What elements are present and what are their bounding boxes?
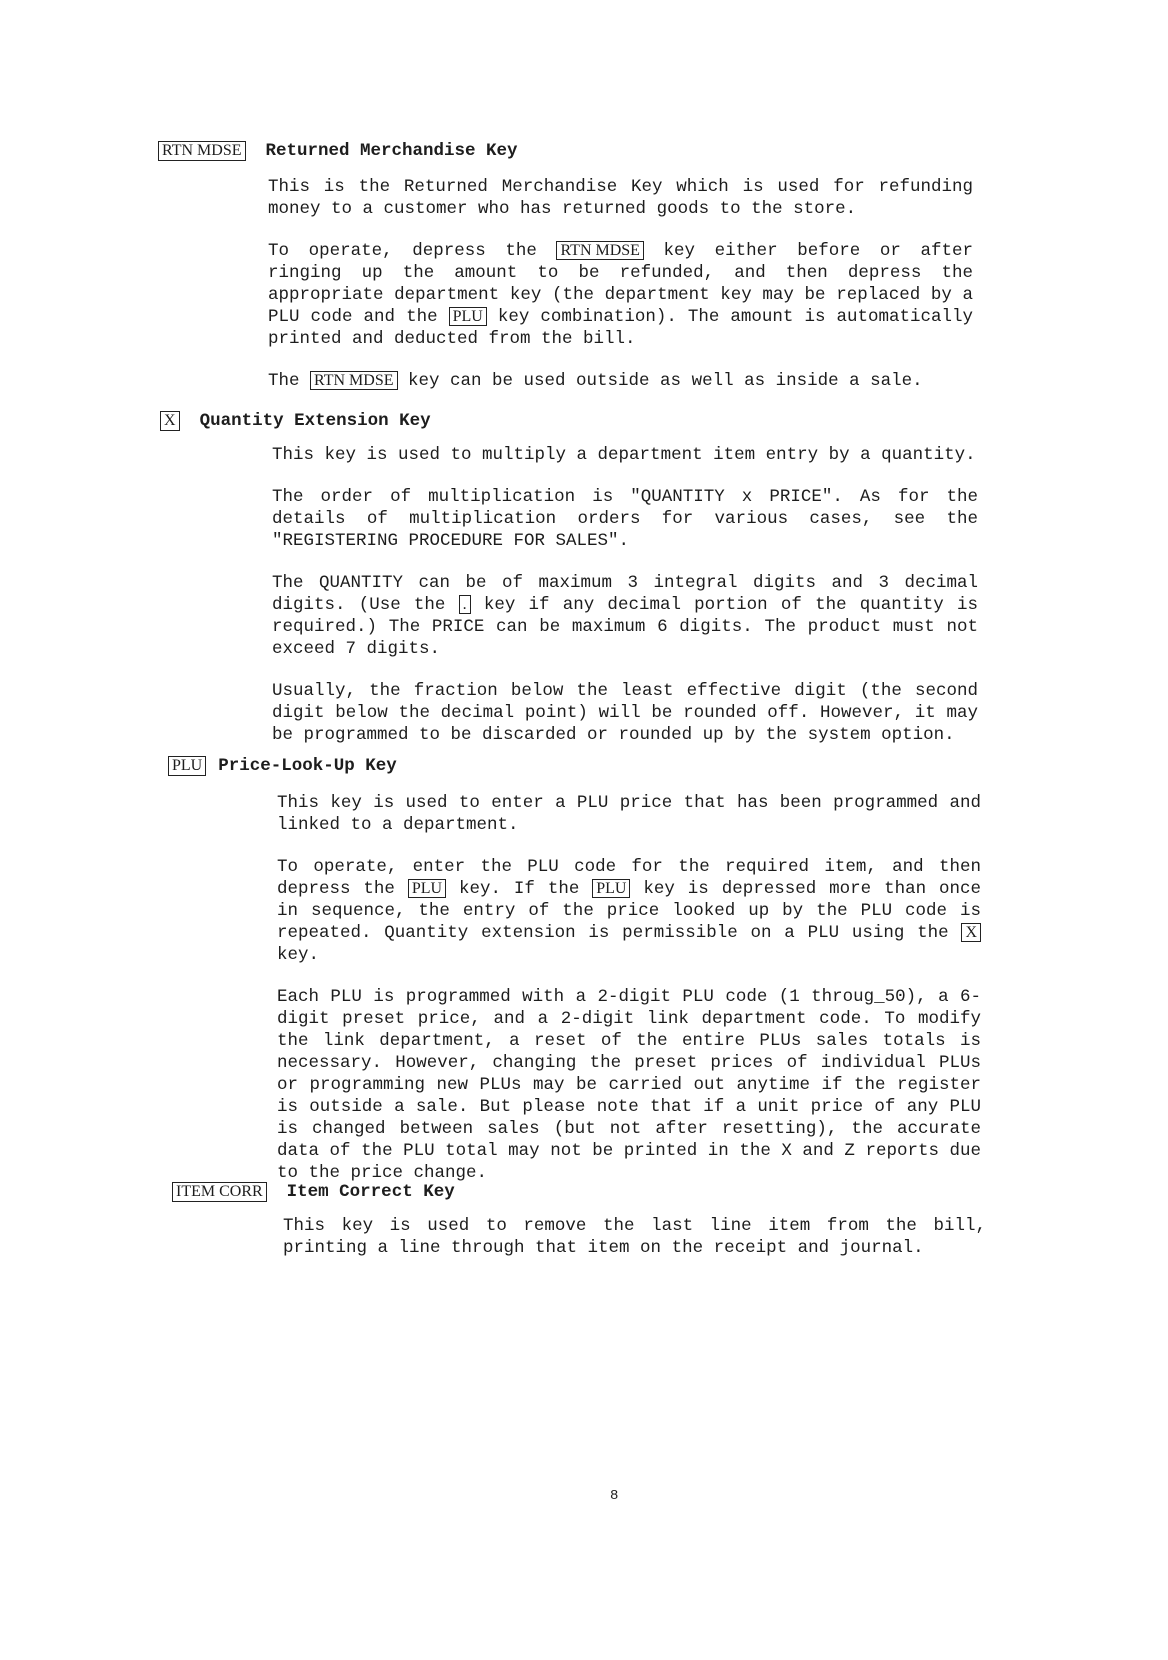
text-run: Usually, the fraction below the least effective digit (the second digit below the decimal point) will be rounded off. However, it may be programmed to be discarded or rounded up by the system option. (272, 681, 978, 745)
section-title: Price-Look-Up Key (218, 756, 397, 776)
text-run: To operate, enter the PLU code for the required item, and then depress the (277, 857, 981, 899)
paragraph (268, 176, 973, 220)
inline-key-label: RTN MDSE (556, 241, 644, 260)
section-heading-item-correct (172, 1181, 455, 1203)
text-run: This key is used to multiply a department item entry by a quantity. (272, 445, 976, 465)
section-heading-plu (168, 755, 397, 777)
text-run: key. (277, 945, 320, 965)
section-title: Item Correct Key (286, 1182, 455, 1202)
paragraph (268, 240, 973, 350)
paragraph (272, 486, 978, 552)
text-run: The order of multiplication is "QUANTITY x PRICE". As for the details of multiplication orders for various cases, see the "REGISTERING PROCEDURE FOR SALES". (272, 487, 978, 551)
paragraph (272, 680, 978, 746)
text-run: The (268, 371, 311, 391)
paragraph (272, 444, 978, 466)
inline-key-label: PLU (592, 879, 630, 898)
inline-key-label: . (459, 595, 471, 614)
text-run: key can be used outside as well as inside a sale. (397, 371, 923, 391)
text-run: key is depressed more than once in sequence, the entry of the price looked up by the PLU code is repeated. Quantity extension is permissible on a PLU using the (277, 879, 981, 943)
text-run: This key is used to enter a PLU price that has been programmed and linked to a department. (277, 793, 981, 835)
inline-key-label: PLU (408, 879, 446, 898)
text-run: This is the Returned Merchandise Key which is used for refunding money to a customer who has returned goods to the store. (268, 177, 973, 219)
paragraph (277, 856, 981, 966)
text-run: key. If the (446, 879, 593, 899)
text-run: key if any decimal portion of the quantity is required.) The PRICE can be maximum 6 digits. The product must not exceed 7 digits. (272, 595, 978, 659)
plu-key-label: PLU (168, 756, 206, 776)
paragraph (283, 1215, 986, 1259)
paragraph (272, 572, 978, 660)
section-heading-quantity-extension (160, 410, 431, 432)
paragraph (277, 986, 981, 1184)
item-corr-key-label: ITEM CORR (172, 1182, 267, 1202)
section-heading-rtn-mdse (158, 140, 518, 162)
section-body-rtn-mdse (268, 176, 973, 412)
section-body-item-correct (283, 1215, 986, 1279)
text-run: key combination). The amount is automatically printed and deducted from the bill. (268, 307, 973, 349)
x-key-label: X (160, 411, 180, 431)
section-body-quantity-extension (272, 444, 978, 766)
section-body-plu (277, 792, 981, 1204)
section-title: Quantity Extension Key (199, 411, 431, 431)
text-run: To operate, depress the (268, 241, 557, 261)
text-run: This key is used to remove the last line item from the bill, printing a line through that item on the receipt and journal. (283, 1216, 986, 1258)
text-run: The QUANTITY can be of maximum 3 integral digits and 3 decimal digits. (Use the (272, 573, 978, 615)
paragraph (277, 792, 981, 836)
inline-key-label: RTN MDSE (310, 371, 398, 390)
paragraph (268, 370, 973, 392)
inline-key-label: PLU (449, 307, 487, 326)
text-run: Each PLU is programmed with a 2-digit PLU code (1 throug_50), a 6-digit preset price, and a 2-digit link department code. To modify the link department, a reset of the entire PLUs sales totals is necessary. However, changing the preset prices of individual PLUs or programming new PLUs may be carried out anytime if the register is outside a sale. But please note that if a unit price of any PLU is changed between sales (but not after resetting), the accurate data of the PLU total may not be printed in the X and Z reports due to the price change. (277, 987, 981, 1183)
inline-key-label: X (961, 923, 981, 942)
text-run: key either before or after ringing up the amount to be refunded, and then depress the appropriate department key (the department key may be replaced by a PLU code and the (268, 241, 974, 327)
page-number: 8 (610, 1488, 619, 1504)
rtn-mdse-key-label: RTN MDSE (158, 141, 246, 161)
section-title: Returned Merchandise Key (265, 141, 518, 161)
